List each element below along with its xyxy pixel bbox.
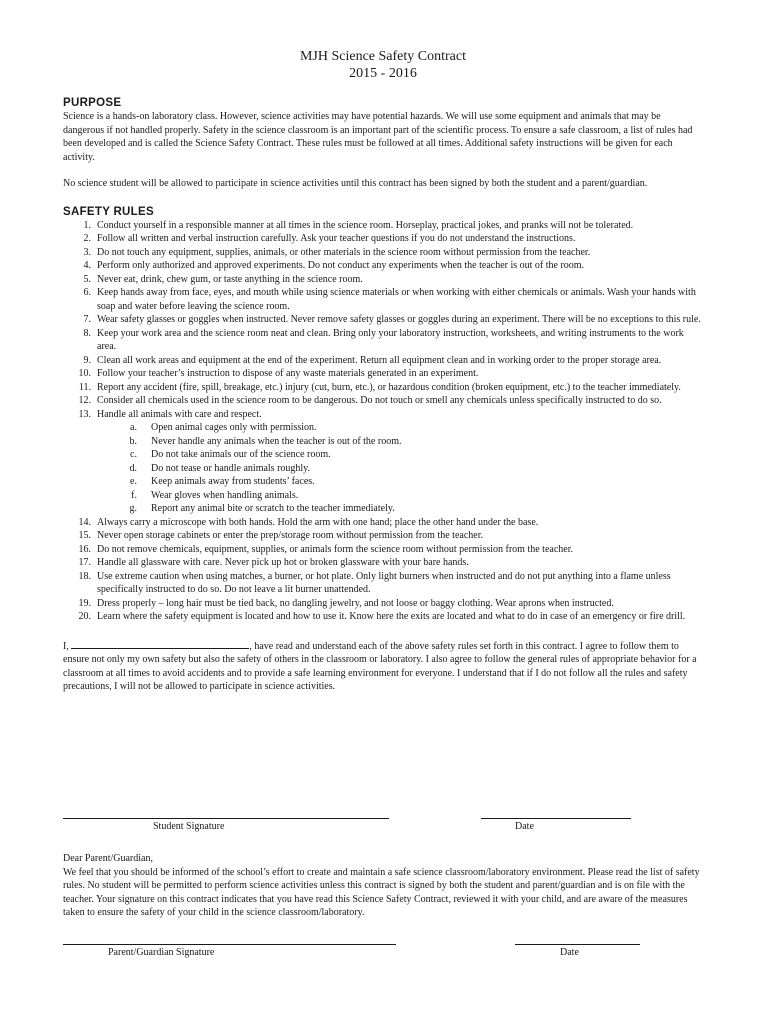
rule-body (97, 556, 703, 570)
animal-rule-item (97, 421, 703, 435)
rule-item (63, 529, 703, 543)
rule-body (97, 327, 703, 354)
rule-number: 2. (83, 233, 91, 244)
rule-item (63, 286, 703, 313)
sub-rule-text: Never handle any animals when the teacher is out of the room. (151, 435, 402, 447)
rule-number: 19. (78, 597, 91, 609)
sub-rule-letter: f. (131, 489, 137, 501)
safety-rules-list (63, 219, 703, 624)
rule-text: Always carry a microscope with both hands. Hold the arm with one hand; place the other hand under the base. (97, 516, 539, 528)
rule-text: Do not remove chemicals, equipment, supplies, or animals form the science room without permission from the teacher. (97, 543, 573, 555)
student-name-blank[interactable] (71, 637, 249, 649)
rule-item (63, 313, 703, 327)
rule-body (97, 610, 703, 624)
rule-item (63, 570, 703, 597)
agreement-text: , have read and understand each of the above safety rules set forth in this contract. I agree to follow them to ensure not only my own safety but also the safety of others in the classroom or laboratory. I also agree to follow the general rules of appropriate behavior for a classroom at all times to avoid accidents and to provide a safe learning environment for everyone. I understand that if I do not follow all the rules and safety precautions, I will not be allowed to participate in science activities. (63, 640, 697, 692)
rule-body (97, 354, 703, 368)
rule-number: 5. (83, 273, 91, 285)
rule-text: Do not touch any equipment, supplies, animals, or other materials in the science room without permission from the teacher. (97, 246, 591, 258)
rule-number: 18. (78, 570, 91, 582)
rule-text: Never eat, drink, chew gum, or taste anything in the science room. (97, 273, 363, 285)
purpose-heading: PURPOSE (63, 97, 122, 109)
student-date-label: Date (515, 821, 534, 832)
rule-text: Perform only authorized and approved experiments. Do not conduct any experiments when the teacher is out of the room. (97, 260, 585, 271)
rule-text: Keep hands away from face, eyes, and mouth while using science materials or when working with either chemicals or animals. Wash your hands with soap and water before leaving the science room. (97, 287, 696, 312)
purpose-paragraph: Science is a hands-on laboratory class. However, science activities may have potential hazards. We will use some equipment and animals that may be dangerous if not handled properly. Safety in the science classroom is an important part of the scientific process. To ensure a safe classroom, a list of rules had been developed and is called the Science Safety Contract. These rules must be followed at all times. Additional safety instructions will be given for each activity. (63, 111, 693, 163)
rule-item (63, 381, 703, 395)
sub-rule-text: Keep animals away from students’ faces. (151, 476, 315, 487)
animal-rule-item (97, 462, 703, 476)
rule-body (97, 408, 703, 516)
sub-rule-letter: c. (130, 449, 137, 460)
rule-item (63, 610, 703, 624)
animal-rules-sublist (97, 421, 703, 516)
rule-text: Learn where the safety equipment is located and how to use it. Know here the exits are located and what to do in case of an emergency or fire drill. (97, 611, 686, 622)
parent-date-line[interactable] (515, 944, 640, 945)
rule-text: Never open storage cabinets or enter the prep/storage room without permission from the teacher. (97, 530, 483, 541)
sub-rule-text: Do not take animals our of the science room. (151, 449, 331, 460)
rule-text: Clean all work areas and equipment at the end of the experiment. Return all equipment clean and in working order to the proper storage area. (97, 354, 662, 366)
animal-rule-item (97, 435, 703, 449)
student-signature-label: Student Signature (153, 821, 225, 832)
animal-rule-item (97, 475, 703, 489)
student-date-line[interactable] (481, 818, 631, 819)
rule-number: 10. (78, 368, 91, 379)
rule-item (63, 219, 703, 233)
rule-body (97, 219, 703, 233)
rule-item (63, 354, 703, 368)
rule-number: 7. (83, 314, 91, 325)
rule-body (97, 259, 703, 273)
rule-body (97, 367, 703, 381)
rule-number: 3. (83, 246, 91, 258)
rule-item (63, 408, 703, 516)
rule-text: Handle all glassware with care. Never pick up hot or broken glassware with your bare hands. (97, 557, 469, 568)
rule-text: Use extreme caution when using matches, a burner, or hot plate. Only light burners when instructed and do not put anything into a flame unless specifically instructed to do so. Do not leave a lit burner unattended. (97, 570, 671, 595)
rule-text: Handle all animals with care and respect. (97, 408, 262, 420)
rule-item (63, 246, 703, 260)
parent-signature-label: Parent/Guardian Signature (108, 947, 215, 958)
parent-salutation: Dear Parent/Guardian, (63, 853, 153, 864)
rule-item (63, 259, 703, 273)
eligibility-paragraph: No science student will be allowed to participate in science activities until this contract has been signed by both the student and a parent/guardian. (63, 178, 648, 189)
sub-rule-text: Report any animal bite or scratch to the teacher immediately. (151, 503, 395, 514)
rule-number: 16. (78, 543, 91, 555)
rule-item (63, 516, 703, 530)
rule-body (97, 529, 703, 543)
sub-rule-letter: d. (129, 462, 137, 474)
school-year: 2015 - 2016 (349, 66, 417, 81)
rule-body (97, 394, 703, 408)
rule-text: Wear safety glasses or goggles when instructed. Never remove safety glasses or goggles during an experiment. There will be no exceptions to this rule. (97, 314, 701, 325)
animal-rule-item (97, 448, 703, 462)
agreement-paragraph (63, 637, 703, 694)
parent-letter-body: We feel that you should be informed of the school’s effort to create and maintain a safe science classroom/laboratory environment. Please read the list of safety rules. No student will be permitted to perform science activities unless this contract is signed by both the student and parent/guardian and is on file with the teacher. Your signature on this contract indicates that you have read this Science Safety Contract, reviewed it with your child, and are aware of the measures taken to ensure the safety of your child in the science classroom/laboratory. (63, 866, 700, 918)
animal-rule-item (97, 489, 703, 503)
rule-number: 17. (78, 557, 91, 568)
sub-rule-text: Open animal cages only with permission. (151, 422, 317, 433)
parent-letter (63, 852, 703, 920)
parent-date-label: Date (560, 947, 579, 958)
sub-rule-letter: e. (130, 476, 137, 487)
rule-item (63, 543, 703, 557)
rule-text: Report any accident (fire, spill, breakage, etc.) injury (cut, burn, etc.), or hazardous condition (broken equipment, etc.) to the teacher immediately. (97, 381, 681, 393)
rule-number: 15. (78, 530, 91, 541)
sub-rule-text: Do not tease or handle animals roughly. (151, 462, 311, 474)
rule-number: 1. (83, 219, 91, 231)
rule-text: Keep your work area and the science room neat and clean. Bring only your laboratory instruction, worksheets, and writing instruments to the work area. (97, 327, 684, 352)
rule-number: 9. (83, 354, 91, 366)
rule-body (97, 246, 703, 260)
rule-item (63, 367, 703, 381)
rule-text: Conduct yourself in a responsible manner at all times in the science room. Horseplay, practical jokes, and pranks will not be tolerated. (97, 219, 634, 231)
rule-item (63, 394, 703, 408)
animal-rule-item (97, 502, 703, 516)
rule-text: Dress properly – long hair must be tied back, no dangling jewelry, and not loose or baggy clothing. Wear aprons when instructed. (97, 597, 614, 609)
student-signature-line[interactable] (63, 818, 389, 819)
agreement-prefix: I, (63, 640, 69, 652)
rule-text: Consider all chemicals used in the science room to be dangerous. Do not touch or smell any chemicals unless specifically instructed to do so. (97, 395, 662, 406)
rule-item (63, 273, 703, 287)
sub-rule-letter: b. (129, 435, 137, 447)
safety-rules-heading: SAFETY RULES (63, 205, 154, 218)
rule-number: 11. (78, 381, 91, 393)
rule-body (97, 232, 703, 246)
rule-text: Follow your teacher’s instruction to dispose of any waste materials generated in an experiment. (97, 368, 479, 379)
rule-body (97, 570, 703, 597)
sub-rule-letter: g. (129, 503, 137, 514)
rule-item (63, 597, 703, 611)
rule-item (63, 556, 703, 570)
parent-signature-line[interactable] (63, 944, 396, 945)
contract-document (63, 48, 703, 694)
rule-body (97, 273, 703, 287)
rule-item (63, 327, 703, 354)
rule-number: 13. (78, 408, 91, 420)
sub-rule-letter: a. (130, 422, 137, 433)
rule-body (97, 516, 703, 530)
rule-number: 4. (83, 260, 91, 271)
rule-body (97, 313, 703, 327)
rule-number: 20. (78, 611, 91, 622)
document-title: MJH Science Safety Contract (299, 49, 466, 64)
sub-rule-text: Wear gloves when handling animals. (151, 489, 299, 501)
rule-number: 14. (78, 516, 91, 528)
rule-body (97, 286, 703, 313)
rule-body (97, 381, 703, 395)
rule-text: Follow all written and verbal instruction carefully. Ask your teacher questions if you do not understand the instructions. (97, 233, 576, 244)
rule-body (97, 543, 703, 557)
rule-item (63, 232, 703, 246)
rule-number: 12. (78, 395, 91, 406)
rule-number: 8. (83, 327, 91, 339)
rule-number: 6. (83, 287, 91, 298)
rule-body (97, 597, 703, 611)
